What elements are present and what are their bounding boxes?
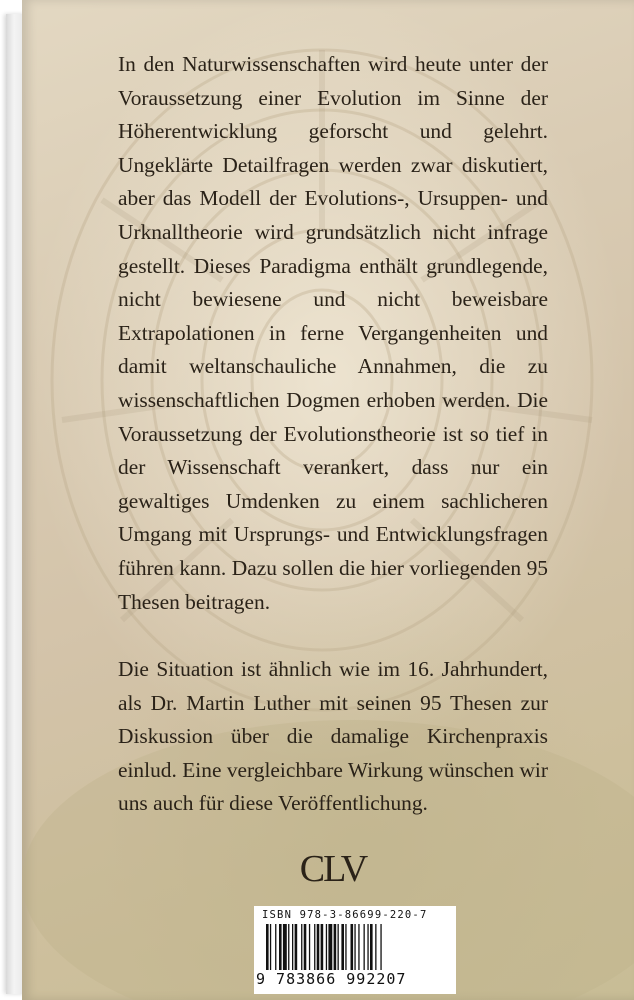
barcode-bar — [341, 924, 344, 970]
clv-publisher-logo — [298, 848, 368, 888]
barcode-bar — [266, 924, 269, 970]
barcode-bar — [279, 924, 282, 970]
isbn-label: ISBN 978-3-86699-220-7 — [262, 909, 428, 921]
blurb-paragraph-2: Die Situation ist ähnlich wie im 16. Jahrhundert, als Dr. Martin Luther mit seinen 95 Thesen zur Diskussion über die damalige Kirchenpraxis einlud. Eine vergleichbare Wirkung wünschen wir uns auch für diese Veröffentlichung. — [118, 657, 548, 816]
isbn-barcode — [254, 906, 456, 994]
barcode-bar — [370, 924, 373, 970]
ean-digits: 9 783866 992207 — [256, 970, 407, 988]
barcode-bar — [301, 924, 302, 970]
barcode-bar — [328, 924, 332, 970]
barcode-bar — [295, 924, 298, 970]
barcode-bar — [351, 924, 354, 970]
svg-text:CLV: CLV — [299, 848, 367, 888]
barcode-bar — [367, 924, 368, 970]
barcode-bar — [283, 924, 287, 970]
blurb-text — [118, 48, 548, 821]
barcode-bar — [338, 924, 339, 970]
barcode-bar — [317, 924, 320, 970]
barcode-bar — [345, 924, 346, 970]
barcode-bar — [358, 924, 359, 970]
barcode-bar — [288, 924, 289, 970]
barcode-bar — [334, 924, 337, 970]
barcode-bar — [309, 924, 310, 970]
barcode-bars — [266, 924, 446, 972]
blurb-paragraph-1: In den Naturwissenschaften wird heute unter der Voraussetzung einer Evolution im Sinne der Höherentwicklung geforscht und gelehrt. Ungeklärte Detailfragen werden zwar diskutiert, aber das Modell der Evolutions-, Ursuppen- und Urknalltheorie wird grundsätzlich nicht infrage gestellt. Dieses Paradigma enthält grundlegende, nicht bewiesene und nicht beweisbare Extrapolationen in ferne Vergangenheiten und damit weltanschauliche Annahmen, die zu wissenschaftlichen Dogmen erhoben werden. Die Voraussetzung der Evolutionstheorie ist so tief in der Wissenschaft verankert, dass nur ein gewaltiges Umdenken zu einem sachlicheren Umgang mit Ursprungs- und Entwicklungsfragen führen kann. Dazu sollen die hier vorliegenden 95 Thesen beitragen. — [118, 52, 548, 614]
book-back-cover — [22, 0, 634, 1000]
barcode-bar — [326, 924, 327, 970]
barcode-bar — [314, 924, 315, 970]
barcode-bar — [304, 924, 307, 970]
barcode-bar — [375, 924, 376, 970]
barcode-bar — [354, 924, 355, 970]
barcode-bar — [364, 924, 365, 970]
barcode-bar — [270, 924, 271, 970]
barcode-bar — [292, 924, 293, 970]
barcode-bar — [380, 924, 381, 970]
barcode-bar — [275, 924, 276, 970]
barcode-bar — [321, 924, 324, 970]
